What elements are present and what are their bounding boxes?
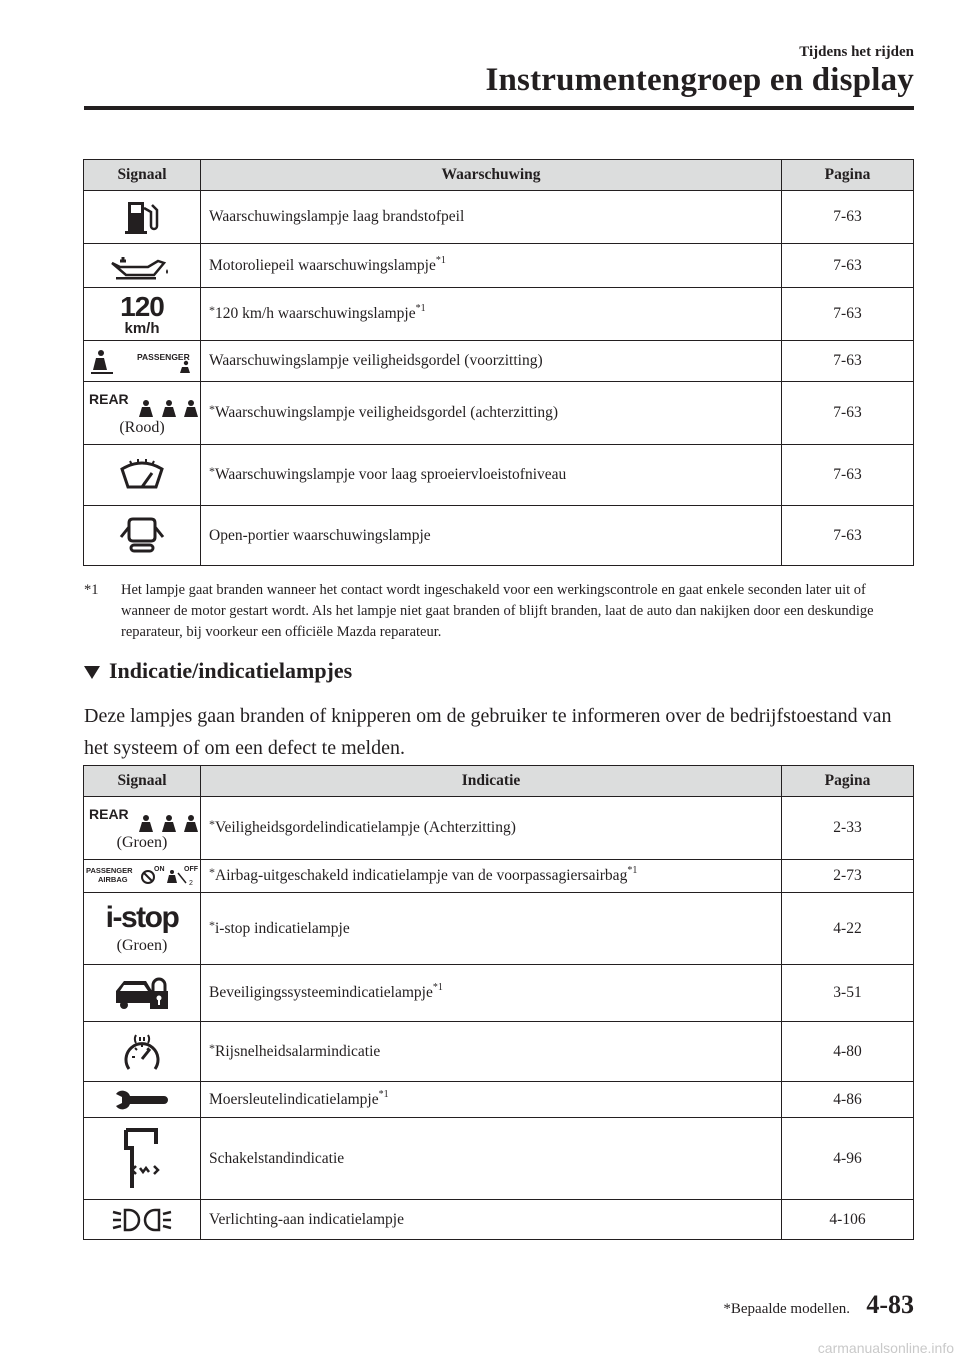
table-row xyxy=(84,445,914,506)
table-row xyxy=(84,191,914,244)
airbag-off-icon xyxy=(84,863,200,889)
model-star: * xyxy=(209,303,215,317)
desc-cell xyxy=(201,288,782,341)
signal-cell xyxy=(84,288,201,341)
desc-text: Moersleutelindicatielampje xyxy=(209,1090,379,1108)
header-page: Pagina xyxy=(782,766,914,797)
page-cell: 2-73 xyxy=(782,860,914,893)
car-lock-icon xyxy=(112,975,172,1011)
oil-can-icon xyxy=(110,251,174,281)
warning-table xyxy=(83,159,914,566)
page-cell: 7-63 xyxy=(782,288,914,341)
rear-label: REAR xyxy=(89,391,129,407)
table-row xyxy=(84,341,914,382)
footnote-ref: *1 xyxy=(378,1088,389,1100)
indicator-table xyxy=(83,765,914,1240)
signal-cell xyxy=(84,797,201,860)
table-row xyxy=(84,1200,914,1240)
page-cell: 4-22 xyxy=(782,893,914,965)
desc-text: Motoroliepeil waarschuwingslampje xyxy=(209,256,436,274)
page-title: Instrumentengroep en display xyxy=(485,62,914,98)
header-indication: Indicatie xyxy=(201,766,782,797)
section-subtitle: Tijdens het rijden xyxy=(799,44,914,60)
header-warning: Waarschuwing xyxy=(201,160,782,191)
footnote-marker: *1 xyxy=(84,582,99,598)
table-row xyxy=(84,965,914,1022)
table-row xyxy=(84,797,914,860)
model-star: * xyxy=(209,464,215,478)
desc-cell xyxy=(201,1022,782,1082)
page-cell: 4-86 xyxy=(782,1082,914,1118)
page-cell: 2-33 xyxy=(782,797,914,860)
desc-cell: Waarschuwingslampje laag brandstofpeil xyxy=(201,191,782,244)
footnote-ref: *1 xyxy=(435,254,446,266)
desc-cell xyxy=(201,1082,782,1118)
rear-label: REAR xyxy=(89,806,129,822)
page-cell: 7-63 xyxy=(782,341,914,382)
airbag-label: AIRBAG xyxy=(98,875,128,884)
table-row xyxy=(84,506,914,566)
footnote-1 xyxy=(84,580,916,643)
signal-cell xyxy=(84,445,201,506)
desc-cell xyxy=(201,445,782,506)
speedometer-alarm-icon xyxy=(119,1029,165,1075)
signal-cell xyxy=(84,1082,201,1118)
airbag-on-label: ON xyxy=(154,866,165,873)
lights-on-icon xyxy=(111,1206,173,1234)
signal-cell xyxy=(84,965,201,1022)
page-cell: 3-51 xyxy=(782,965,914,1022)
desc-text: Airbag-uitgeschakeld indicatielampje van de voorpassagiersairbag xyxy=(215,867,628,884)
footnote-ref: *1 xyxy=(432,982,443,993)
model-star: * xyxy=(209,402,215,416)
model-footnote: *Bepaalde modellen. xyxy=(723,1301,850,1317)
desc-cell xyxy=(201,382,782,445)
desc-cell xyxy=(201,244,782,288)
desc-text: 120 km/h waarschuwingslampje xyxy=(215,305,416,322)
signal-cell xyxy=(84,893,201,965)
header-signal: Signaal xyxy=(84,766,201,797)
desc-text: Beveiligingssysteemindicatielampje xyxy=(209,984,433,1001)
table-row xyxy=(84,244,914,288)
open-door-icon xyxy=(119,515,165,557)
shift-lever-icon xyxy=(114,1124,170,1194)
color-label: (Groen) xyxy=(116,936,168,954)
footnote-text: Het lampje gaat branden wanneer het contact wordt ingeschakeld voor een werkingscontrole en gaat enkele seconden later uit of wanneer de motor gestart wordt. Als het lampje niet gaat branden of blijft branden, laat de auto dan nakijken door een deskundige reparateur, bij voorkeur een officiële Mazda reparateur. xyxy=(121,582,874,640)
fuel-pump-icon xyxy=(122,198,162,236)
color-label: (Rood) xyxy=(119,419,165,436)
desc-cell xyxy=(201,965,782,1022)
desc-cell xyxy=(201,893,782,965)
signal-cell xyxy=(84,382,201,445)
speed-120-number: 120 xyxy=(120,290,164,322)
model-star: * xyxy=(209,1040,215,1055)
rear-seatbelt-icon xyxy=(84,389,200,423)
model-star: * xyxy=(209,917,215,932)
page-cell: 7-63 xyxy=(782,244,914,288)
airbag-off-label: OFF xyxy=(184,866,198,873)
page-cell: 4-80 xyxy=(782,1022,914,1082)
desc-cell: Waarschuwingslampje veiligheidsgordel (voorzitting) xyxy=(201,341,782,382)
table-row xyxy=(84,1118,914,1200)
page-number: 4-83 xyxy=(866,1290,914,1319)
table-header-row xyxy=(84,160,914,191)
section-title xyxy=(84,658,352,684)
passenger-label: PASSENGER xyxy=(137,352,190,362)
svg-text:2: 2 xyxy=(189,880,193,887)
model-star: * xyxy=(209,865,215,879)
desc-cell: Verlichting-aan indicatielampje xyxy=(201,1200,782,1240)
desc-text: Waarschuwingslampje voor laag sproeiervloeistofniveau xyxy=(215,466,567,483)
section-title-text: Indicatie/indicatielampjes xyxy=(109,658,353,683)
speed-120-unit: km/h xyxy=(124,319,160,337)
page-cell: 7-63 xyxy=(782,506,914,566)
table-row xyxy=(84,1082,914,1118)
section-intro: Deze lampjes gaan branden of knipperen om de gebruiker te informeren over de bedrijfstoestand van het systeem of om een defect te melden. xyxy=(84,705,892,759)
speed-120-icon xyxy=(84,290,200,337)
desc-text: Veiligheidsgordelindicatielampje (Achterzitting) xyxy=(215,819,516,836)
airbag-passenger-label: PASSENGER xyxy=(86,866,133,875)
signal-cell xyxy=(84,860,201,893)
signal-cell xyxy=(84,1118,201,1200)
seatbelt-passenger-icon xyxy=(87,346,197,376)
table-header-row xyxy=(84,766,914,797)
page-cell: 7-63 xyxy=(782,445,914,506)
header-rule xyxy=(84,106,914,110)
table-row xyxy=(84,860,914,893)
footnote-ref: *1 xyxy=(627,865,638,876)
desc-text: i-stop indicatielampje xyxy=(215,919,350,937)
desc-cell xyxy=(201,797,782,860)
model-star: * xyxy=(209,817,215,831)
signal-cell xyxy=(84,506,201,566)
section-triangle-icon xyxy=(84,666,100,679)
table-row xyxy=(84,1022,914,1082)
signal-cell xyxy=(84,244,201,288)
desc-text: Waarschuwingslampje veiligheidsgordel (achterzitting) xyxy=(215,404,559,421)
header-signal: Signaal xyxy=(84,160,201,191)
header-page: Pagina xyxy=(782,160,914,191)
desc-cell xyxy=(201,860,782,893)
signal-cell xyxy=(84,1200,201,1240)
table-row xyxy=(84,893,914,965)
page-cell: 7-63 xyxy=(782,191,914,244)
rear-seatbelt-icon xyxy=(84,804,200,838)
signal-cell xyxy=(84,341,201,382)
signal-cell xyxy=(84,191,201,244)
wrench-icon xyxy=(114,1088,170,1112)
page-cell: 4-106 xyxy=(782,1200,914,1240)
color-label: (Groen) xyxy=(116,834,168,851)
page-cell: 4-96 xyxy=(782,1118,914,1200)
table-row xyxy=(84,382,914,445)
page-cell: 7-63 xyxy=(782,382,914,445)
desc-text: Rijsnelheidsalarmindicatie xyxy=(215,1042,381,1060)
desc-cell: Open-portier waarschuwingslampje xyxy=(201,506,782,566)
watermark: carmanualsonline.info xyxy=(817,1340,954,1356)
i-stop-icon: i-stop xyxy=(105,900,179,934)
washer-fluid-icon xyxy=(118,457,166,493)
desc-cell: Schakelstandindicatie xyxy=(201,1118,782,1200)
footnote-ref: *1 xyxy=(415,303,426,314)
table-row xyxy=(84,288,914,341)
signal-cell xyxy=(84,1022,201,1082)
